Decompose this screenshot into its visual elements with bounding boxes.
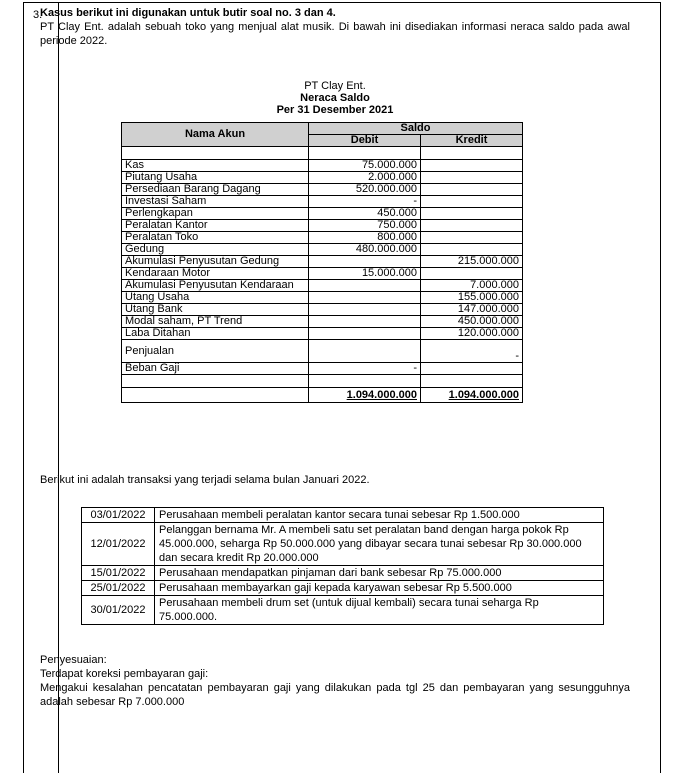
debit-value: 15.000.000 (309, 268, 421, 280)
table-row (122, 208, 523, 220)
transaction-row (82, 566, 604, 581)
adjustment-title: Penyesuaian: (40, 654, 107, 666)
debit-value (309, 316, 421, 328)
table-row (122, 316, 523, 328)
account-name: Modal saham, PT Trend (122, 316, 309, 328)
account-name: Investasi Saham (122, 196, 309, 208)
account-name: Kendaraan Motor (122, 268, 309, 280)
total-kredit: 1.094.000.000 (421, 388, 523, 403)
header-account: Nama Akun (122, 123, 309, 147)
account-name: Akumulasi Penyusutan Gedung (122, 256, 309, 268)
account-name: Beban Gaji (122, 363, 309, 375)
kredit-value: - (421, 340, 523, 363)
transaction-row (82, 523, 604, 566)
debit-value: 520.000.000 (309, 184, 421, 196)
header-kredit: Kredit (421, 135, 523, 147)
account-name: Laba Ditahan (122, 328, 309, 340)
kredit-value: 7.000.000 (421, 280, 523, 292)
question-intro: PT Clay Ent. adalah sebuah toko yang menjual alat musik. Di bawah ini disediakan informasi neraca saldo pada awal periode 2022. (40, 21, 630, 47)
debit-value (309, 328, 421, 340)
table-row (122, 256, 523, 268)
adjustment-line1: Terdapat koreksi pembayaran gaji: (40, 668, 209, 680)
question-number: 3. (33, 9, 43, 21)
kredit-value: 155.000.000 (421, 292, 523, 304)
kredit-value (421, 172, 523, 184)
kredit-value (421, 196, 523, 208)
kredit-value (421, 160, 523, 172)
neraca-date: Per 31 Desember 2021 (276, 104, 394, 116)
transaction-date: 03/01/2022 (82, 508, 155, 523)
debit-value (309, 292, 421, 304)
account-name: Gedung (122, 244, 309, 256)
table-row (122, 304, 523, 316)
debit-value: 480.000.000 (309, 244, 421, 256)
header-debit: Debit (309, 135, 421, 147)
adjustment-section (40, 653, 630, 709)
transactions-intro: Berikut ini adalah transaksi yang terjadi selama bulan Januari 2022. (40, 474, 370, 486)
kredit-value: 215.000.000 (421, 256, 523, 268)
company-name: PT Clay Ent. (304, 80, 366, 92)
neraca-header (40, 80, 630, 116)
transactions-table (81, 507, 604, 625)
kredit-value (421, 208, 523, 220)
debit-value: 75.000.000 (309, 160, 421, 172)
transaction-date: 12/01/2022 (82, 523, 155, 566)
account-name: Peralatan Kantor (122, 220, 309, 232)
header-saldo: Saldo (309, 123, 523, 135)
transaction-row (82, 596, 604, 625)
transaction-text: Pelanggan bernama Mr. A membeli satu set peralatan band dengan harga pokok Rp 45.000.000, seharga Rp 50.000.000 yang dibayar secara tunai sebesar Rp 30.000.000 dan secara kredit Rp 20.000.000 (155, 523, 604, 566)
table-row (122, 232, 523, 244)
question-heading: Kasus berikut ini digunakan untuk butir soal no. 3 dan 4. (40, 7, 336, 19)
question-text (40, 6, 630, 48)
debit-value: 2.000.000 (309, 172, 421, 184)
debit-value (309, 256, 421, 268)
table-row (122, 184, 523, 196)
debit-value (309, 280, 421, 292)
kredit-value: 450.000.000 (421, 316, 523, 328)
table-row (122, 340, 523, 363)
debit-value: 800.000 (309, 232, 421, 244)
debit-value (309, 340, 421, 363)
account-name: Utang Usaha (122, 292, 309, 304)
spacer-row (122, 147, 523, 160)
total-debit: 1.094.000.000 (309, 388, 421, 403)
table-row (122, 268, 523, 280)
debit-value: - (309, 196, 421, 208)
kredit-value (421, 232, 523, 244)
account-name: Penjualan (122, 340, 309, 363)
account-name: Piutang Usaha (122, 172, 309, 184)
kredit-value (421, 184, 523, 196)
transaction-text: Perusahaan membayarkan gaji kepada karyawan sebesar Rp 5.500.000 (155, 581, 604, 596)
account-name: Persediaan Barang Dagang (122, 184, 309, 196)
spacer-row (122, 375, 523, 388)
adjustment-line2: Mengakui kesalahan pencatatan pembayaran gaji yang dilakukan pada tgl 25 dan pembayaran yang sesungguhnya adalah sebesar Rp 7.000.000 (40, 682, 630, 708)
kredit-value: 120.000.000 (421, 328, 523, 340)
transaction-text: Perusahaan membeli peralatan kantor secara tunai sebesar Rp 1.500.000 (155, 508, 604, 523)
transaction-date: 15/01/2022 (82, 566, 155, 581)
transaction-row (82, 581, 604, 596)
table-row (122, 328, 523, 340)
account-name: Akumulasi Penyusutan Kendaraan (122, 280, 309, 292)
transaction-row (82, 508, 604, 523)
table-row (122, 363, 523, 375)
kredit-value (421, 244, 523, 256)
debit-value: - (309, 363, 421, 375)
account-name: Peralatan Toko (122, 232, 309, 244)
transaction-date: 25/01/2022 (82, 581, 155, 596)
table-row (122, 244, 523, 256)
trial-balance-table (121, 122, 523, 403)
debit-value (309, 304, 421, 316)
table-row (122, 196, 523, 208)
account-name: Kas (122, 160, 309, 172)
table-row (122, 220, 523, 232)
transaction-text: Perusahaan membeli drum set (untuk dijual kembali) secara tunai seharga Rp 75.000.000. (155, 596, 604, 625)
table-row (122, 160, 523, 172)
kredit-value (421, 220, 523, 232)
transaction-text: Perusahaan mendapatkan pinjaman dari bank sebesar Rp 75.000.000 (155, 566, 604, 581)
kredit-value (421, 363, 523, 375)
total-row (122, 388, 523, 403)
table-row (122, 280, 523, 292)
neraca-title: Neraca Saldo (300, 92, 370, 104)
kredit-value (421, 268, 523, 280)
transaction-date: 30/01/2022 (82, 596, 155, 625)
kredit-value: 147.000.000 (421, 304, 523, 316)
table-row (122, 172, 523, 184)
table-row (122, 292, 523, 304)
debit-value: 750.000 (309, 220, 421, 232)
account-name: Utang Bank (122, 304, 309, 316)
debit-value: 450.000 (309, 208, 421, 220)
account-name: Perlengkapan (122, 208, 309, 220)
